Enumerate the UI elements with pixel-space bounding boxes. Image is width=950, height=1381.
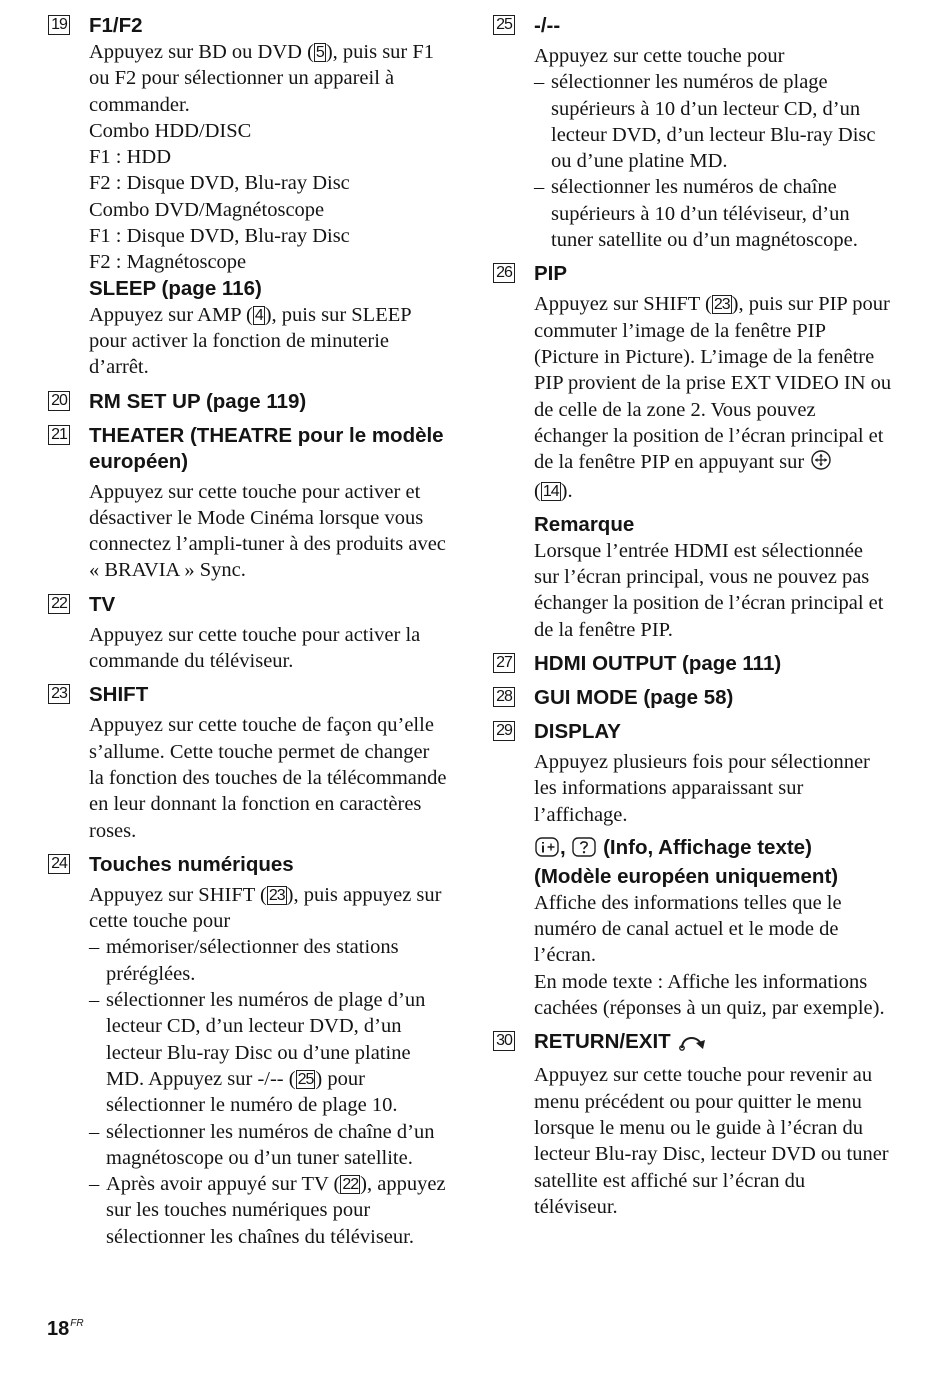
- body-line: Combo HDD/DISC: [89, 119, 252, 142]
- entry-tv: [48, 591, 448, 675]
- right-column: [493, 12, 893, 1227]
- body-text: ).: [560, 480, 573, 503]
- sleep-subtitle: SLEEP (page 116): [89, 276, 262, 300]
- body-text: ) pour sélectionner le numéro de plage 10.: [106, 1067, 398, 1117]
- item-ref: 23: [268, 886, 285, 904]
- body-text: Appuyez plusieurs fois pour sélectionner les informations apparaissant sur l’affichage.: [534, 750, 870, 826]
- body-text: Appuyez sur BD ou DVD (: [89, 41, 314, 63]
- language-code: FR: [70, 1318, 84, 1329]
- dash-item: – mémoriser/sélectionner des stations préréglées.: [89, 934, 448, 987]
- dash-item: – sélectionner les numéros de chaîne d’un magnétoscope ou d’un tuner satellite.: [89, 1119, 448, 1172]
- item-ref: 25: [297, 1070, 314, 1088]
- entry-title: DISPLAY: [534, 719, 621, 743]
- item-ref: 22: [342, 1176, 359, 1194]
- body-text: ), appuyez sur les touches numériques pour sélectionner les chaînes du téléviseur.: [106, 1173, 446, 1248]
- body-text: Appuyez sur SHIFT (: [534, 293, 712, 316]
- entry-theater: [48, 422, 448, 584]
- title-text: RETURN/EXIT: [534, 1030, 671, 1054]
- help-icon: [572, 837, 596, 864]
- dash-item: [89, 1171, 448, 1250]
- body-text: En mode texte : Affiche les informations cachées (réponses à un quiz, par exemple).: [534, 970, 885, 1020]
- separator: ,: [560, 835, 566, 859]
- entry-title: RM SET UP (page 119): [89, 389, 307, 413]
- body-text: Appuyez sur AMP (: [89, 303, 253, 326]
- subtitle-text: (Modèle européen uniquement): [534, 864, 839, 888]
- body-text: Appuyez sur cette touche pour revenir au menu précédent ou pour quitter le menu lorsque le menu ou le guide à l’écran du lecteur Blu-ray Disc, lecteur DVD ou tuner satellite est affiché sur l’écran du téléviseur.: [534, 1064, 889, 1218]
- item-number: 22: [48, 594, 70, 614]
- entry-title: PIP: [534, 262, 568, 286]
- return-icon: [677, 1032, 707, 1058]
- entry-title: THEATER (THEATRE pour le modèle européen): [89, 423, 444, 473]
- body-text: Appuyez sur cette touche pour: [534, 45, 785, 67]
- info-icon: [535, 837, 559, 864]
- item-number: 27: [493, 653, 515, 673]
- entry-dash-dash: [493, 12, 893, 253]
- left-column: [48, 12, 448, 1257]
- body-line: F2 : Magnétoscope: [89, 251, 247, 274]
- entry-title: SHIFT: [89, 683, 149, 707]
- body-line: Combo DVD/Magnétoscope: [89, 198, 325, 221]
- item-number: 28: [493, 687, 515, 707]
- body-line: F1 : HDD: [89, 146, 172, 169]
- item-number: 29: [493, 721, 515, 741]
- item-number: 21: [48, 425, 70, 445]
- item-number: 20: [48, 391, 70, 411]
- body-text: ), puis sur F1 ou F2 pour sélectionner un appareil à commander.: [89, 41, 435, 116]
- entry-title: GUI MODE (page 58): [534, 685, 734, 709]
- item-number: 24: [48, 854, 70, 874]
- entry-title: HDMI OUTPUT (page 111): [534, 651, 782, 675]
- display-subtitle: [534, 835, 893, 890]
- body-line: F2 : Disque DVD, Blu-ray Disc: [89, 172, 350, 195]
- body-text: ), puis sur SLEEP pour activer la fonction de minuterie d’arrêt.: [89, 303, 411, 379]
- entry-rm-set-up: [48, 388, 448, 415]
- body-text: Appuyez sur cette touche de façon qu’elle s’allume. Cette touche permet de changer la fonction des touches de la télécommande en leur donnant la fonction en caractères roses.: [89, 714, 447, 842]
- entry-shift: [48, 681, 448, 843]
- dash-item: – sélectionner les numéros de plage supérieurs à 10 d’un lecteur CD, d’un lecteur DVD, d’un lecteur Blu-ray Disc ou d’une platine MD.: [534, 69, 893, 174]
- entry-hdmi-output: [493, 650, 893, 677]
- item-ref: 14: [542, 483, 559, 501]
- body-text: ), puis appuyez sur cette touche pour: [89, 883, 442, 933]
- entry-body: [89, 39, 448, 276]
- entry-return-exit: [493, 1028, 893, 1220]
- page-number-value: 18: [47, 1318, 70, 1340]
- entry-title: [534, 1028, 893, 1058]
- dash-item: – sélectionner les numéros de chaîne supérieurs à 10 d’un téléviseur, d’un tuner satellite ou d’un magnétoscope.: [534, 174, 893, 253]
- body-text: Affiche des informations telles que le numéro de canal actuel et le mode de l’écran.: [534, 891, 842, 967]
- entry-title: -/--: [534, 14, 561, 37]
- subtitle-text: (Info, Affichage texte): [603, 835, 812, 859]
- body-text: (: [534, 480, 541, 503]
- entry-pip: [493, 260, 893, 643]
- item-ref: 5: [315, 44, 324, 61]
- page-number: [47, 1318, 84, 1341]
- entry-title: Touches numériques: [89, 852, 294, 876]
- body-line: F1 : Disque DVD, Blu-ray Disc: [89, 225, 350, 248]
- entry-display: [493, 718, 893, 1021]
- item-number: 26: [493, 263, 515, 283]
- item-number: 30: [493, 1031, 515, 1051]
- entry-gui-mode: [493, 684, 893, 711]
- body-text: ), puis sur PIP pour commuter l’image de la fenêtre PIP (Picture in Picture). L’image de la fenêtre PIP provient de la prise EXT VIDEO IN ou de celle de la zone 2. Vous pouvez échanger la position de l’écran principal et de la fenêtre PIP en appuyant sur: [534, 293, 892, 474]
- body-text: sélectionner les numéros de plage d’un lecteur CD, d’un lecteur DVD, d’un lecteur Blu-ray Disc ou d’une platine MD. Appuyez sur -/-- (: [106, 989, 426, 1090]
- dash-item: [89, 987, 448, 1118]
- entry-f1-f2: [48, 12, 448, 381]
- item-number: 25: [493, 15, 515, 35]
- entry-numeric-keys: [48, 851, 448, 1250]
- enter-icon: [810, 449, 832, 478]
- note-text: Lorsque l’entrée HDMI est sélectionnée sur l’écran principal, vous ne pouvez pas échanger la position de l’écran principal et de la fenêtre PIP.: [534, 539, 884, 641]
- entry-title: TV: [89, 592, 116, 616]
- body-text: Appuyez sur cette touche pour activer et désactiver le Mode Cinéma lorsque vous connectez l’ampli-tuner à des produits avec « BRAVIA » Sync.: [89, 480, 446, 582]
- item-ref: 23: [713, 296, 730, 314]
- item-ref: 4: [254, 306, 263, 324]
- item-number: 19: [48, 15, 70, 35]
- body-text: Après avoir appuyé sur TV (: [106, 1173, 341, 1196]
- body-text: Appuyez sur SHIFT (: [89, 883, 267, 906]
- entry-title: F1/F2: [89, 14, 143, 37]
- body-text: Appuyez sur cette touche pour activer la commande du téléviseur.: [89, 623, 421, 673]
- item-number: 23: [48, 684, 70, 704]
- note-title: Remarque: [534, 512, 635, 536]
